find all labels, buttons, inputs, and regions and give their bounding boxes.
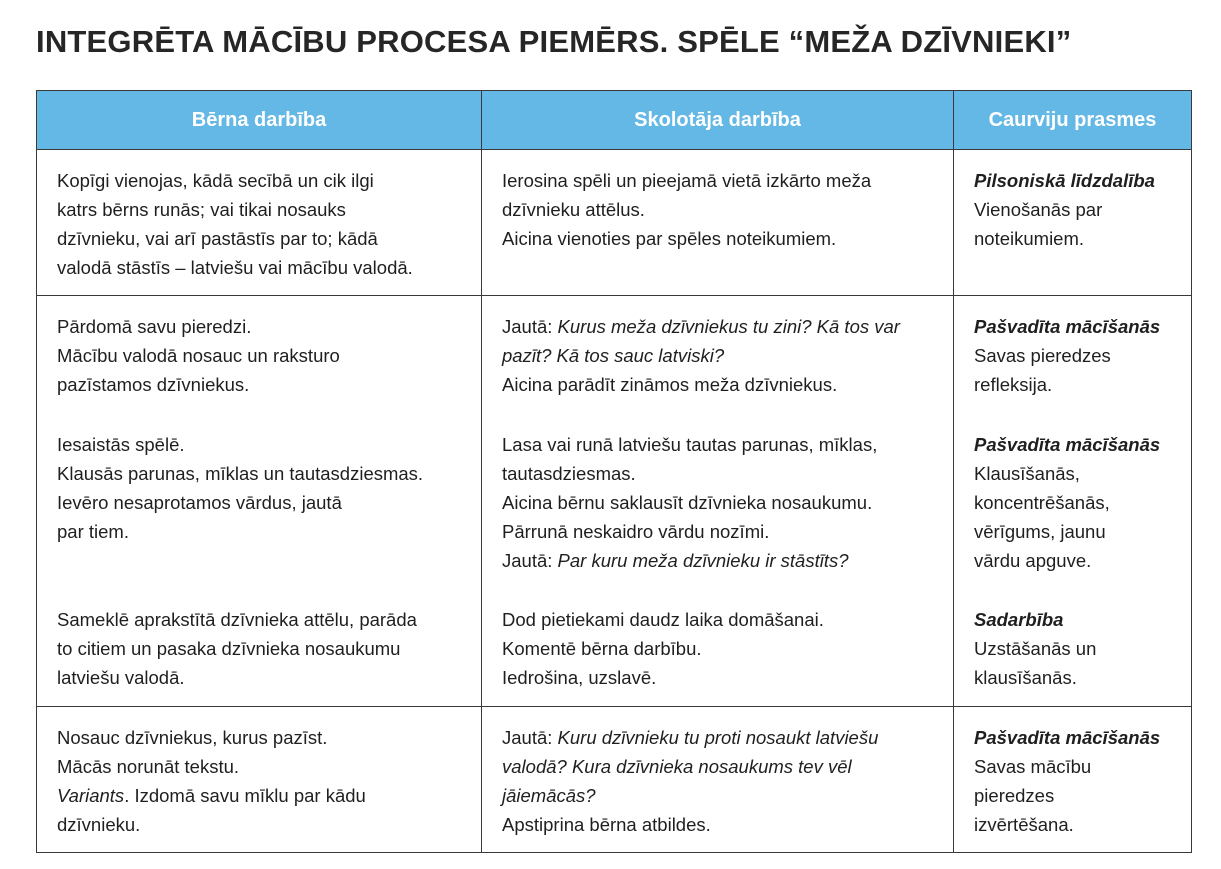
skill-title: Pašvadīta mācīšanās (974, 316, 1161, 337)
skill-title: Pašvadīta mācīšanās (974, 727, 1161, 748)
text-line: Aicina bērnu saklausīt dzīvnieka nosaukumu. (502, 492, 873, 513)
activity-table (36, 90, 1192, 853)
child-activity-cell (37, 296, 482, 707)
ask-label: Jautā: (502, 316, 558, 337)
table-row (37, 150, 1192, 296)
text-line: valodā stāstīs – latviešu vai mācību valodā. (57, 257, 413, 278)
teacher-activity-cell (482, 707, 954, 853)
header-child-activity: Bērna darbība (37, 91, 482, 150)
skills-cell (954, 707, 1192, 853)
text-line: koncentrēšanās, (974, 492, 1110, 513)
text-line: Savas pieredzes (974, 345, 1111, 366)
text-line: Pārdomā savu pieredzi. (57, 316, 252, 337)
text-line: Lasa vai runā latviešu tautas parunas, mīklas, (502, 434, 878, 455)
question-text: jāiemācās? (502, 785, 596, 806)
child-block-search (57, 605, 469, 692)
question-text: Kurus meža dzīvniekus tu zini? Kā tos var (557, 316, 900, 337)
skills-cell (954, 296, 1192, 707)
text-line: Savas mācību (974, 756, 1092, 777)
text-line: tautasdziesmas. (502, 463, 636, 484)
text-line: dzīvnieku. (57, 814, 141, 835)
page-title: INTEGRĒTA MĀCĪBU PROCESA PIEMĒRS. SPĒLE “MEŽA DZĪVNIEKI” (36, 24, 1072, 59)
text-line: Klausās parunas, mīklas un tautasdziesmas. (57, 463, 424, 484)
skills-block-reflection (974, 312, 1179, 399)
text-line: dzīvnieku, vai arī pastāstīs par to; kādā (57, 228, 378, 249)
text-line: Ierosina spēli un pieejamā vietā izkārto meža (502, 170, 872, 191)
teacher-activity-cell (482, 150, 954, 296)
table-row (37, 707, 1192, 853)
text-line: Mācās norunāt tekstu. (57, 756, 240, 777)
question-text: Kuru dzīvnieku tu proti nosaukt latviešu (557, 727, 879, 748)
skills-block-listening (974, 430, 1179, 575)
text-line: Vienošanās par (974, 199, 1103, 220)
table-header-row (37, 91, 1192, 150)
text-line: vārdu apguve. (974, 550, 1092, 571)
text-line: pazīstamos dzīvniekus. (57, 374, 250, 395)
text-line: Apstiprina bērna atbildes. (502, 814, 711, 835)
text-line: Iesaistās spēlē. (57, 434, 185, 455)
skill-title: Pilsoniskā līdzdalība (974, 170, 1155, 191)
header-transversal-skills: Caurviju prasmes (954, 91, 1192, 150)
text-line: Pārrunā neskaidro vārdu nozīmi. (502, 521, 770, 542)
text-line: Ievēro nesaprotamos vārdus, jautā (57, 492, 342, 513)
ask-label: Jautā: (502, 727, 558, 748)
text-line: katrs bērns runās; vai tikai nosauks (57, 199, 346, 220)
text-line: klausīšanās. (974, 667, 1077, 688)
teacher-block-questions (502, 312, 941, 399)
text-line: Aicina parādīt zināmos meža dzīvniekus. (502, 374, 838, 395)
text-line: pieredzes (974, 785, 1055, 806)
text-line: Nosauc dzīvniekus, kurus pazīst. (57, 727, 328, 748)
text-line: Sameklē aprakstītā dzīvnieka attēlu, parāda (57, 609, 417, 630)
text-line: Uzstāšanās un (974, 638, 1097, 659)
text-line: dzīvnieku attēlus. (502, 199, 645, 220)
child-block-game (57, 430, 469, 546)
text-line: Klausīšanās, (974, 463, 1080, 484)
teacher-block-reading (502, 430, 941, 575)
skill-title: Sadarbība (974, 609, 1064, 630)
text-line: par tiem. (57, 521, 129, 542)
text-line: . Izdomā savu mīklu par kādu (124, 785, 366, 806)
text-line: refleksija. (974, 374, 1053, 395)
question-text: valodā? Kura dzīvnieka nosaukums tev vēl (502, 756, 852, 777)
variant-label: Variants (57, 785, 125, 806)
text-line: Aicina vienoties par spēles noteikumiem. (502, 228, 837, 249)
text-line: Dod pietiekami daudz laika domāšanai. (502, 609, 824, 630)
child-activity-cell (37, 150, 482, 296)
skills-cell (954, 150, 1192, 296)
child-activity-cell (37, 707, 482, 853)
text-line: noteikumiem. (974, 228, 1085, 249)
header-teacher-activity: Skolotāja darbība (482, 91, 954, 150)
teacher-activity-cell (482, 296, 954, 707)
table-row (37, 296, 1192, 707)
skill-title: Pašvadīta mācīšanās (974, 434, 1161, 455)
text-line: Mācību valodā nosauc un raksturo (57, 345, 340, 366)
text-line: to citiem un pasaka dzīvnieka nosaukumu (57, 638, 401, 659)
teacher-block-support (502, 605, 941, 692)
ask-label: Jautā: (502, 550, 558, 571)
text-line: Iedrošina, uzslavē. (502, 667, 657, 688)
text-line: izvērtēšana. (974, 814, 1074, 835)
skills-block-cooperation (974, 605, 1179, 692)
question-text: pazīt? Kā tos sauc latviski? (502, 345, 725, 366)
question-text: Par kuru meža dzīvnieku ir stāstīts? (557, 550, 849, 571)
text-line: Komentē bērna darbību. (502, 638, 702, 659)
text-line: vērīgums, jaunu (974, 521, 1106, 542)
text-line: Kopīgi vienojas, kādā secībā un cik ilgi (57, 170, 374, 191)
child-block-reflection (57, 312, 469, 399)
text-line: latviešu valodā. (57, 667, 185, 688)
